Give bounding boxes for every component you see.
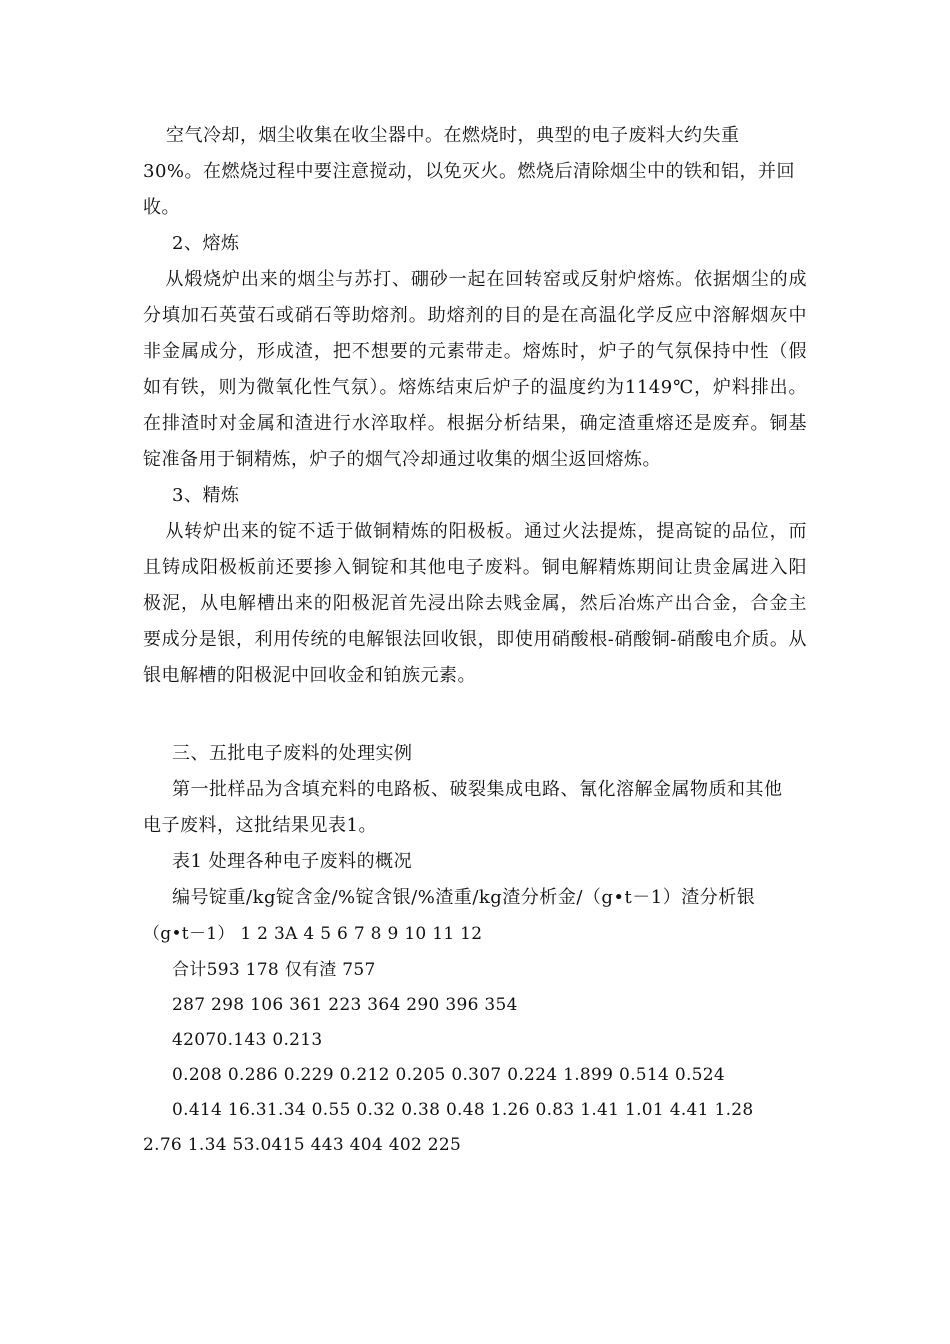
paragraph-smelting-text: 从煅烧炉出来的烟尘与苏打、硼砂一起在回转窑或反射炉熔炼。依据烟尘的成分填加石英萤石或硝石等助熔剂。助熔剂的目的是在高温化学反应中溶解烟灰中非金属成分，形成渣，把不想要的元素带走。熔炼时，炉子的气氛保持中性（假如有铁，则为微氧化性气氛）。熔炼结束后炉子的温度约为1149℃，炉料排出。在排渣时对金属和渣进行水淬取样。根据分析结果，确定渣重熔还是废弃。铜基锭准备用于铜精炼，炉子的烟气冷却通过收集的烟尘返回熔炼。	[143, 269, 807, 470]
table-row: 合计593 178 仅有渣 757	[172, 960, 376, 980]
section-heading-refining: 3、精炼	[172, 485, 240, 506]
paragraph-line: 电子废料，这批结果见表1。	[143, 815, 377, 836]
paragraph-smelting	[143, 262, 807, 478]
table-row: 0.208 0.286 0.229 0.212 0.205 0.307 0.224 1.899 0.514 0.524	[172, 1065, 726, 1085]
table-row: 0.414 16.31.34 0.55 0.32 0.38 0.48 1.26 0.83 1.41 1.01 4.41 1.28	[172, 1100, 754, 1120]
paragraph-line: 30%。在燃烧过程中要注意搅动，以免灭火。燃烧后清除烟尘中的铁和铝，并回	[143, 161, 796, 182]
paragraph-refining	[143, 514, 807, 694]
table-header-row: 编号锭重/kg锭含金/%锭含银/%渣重/kg渣分析金/（g•t－1）渣分析银	[172, 887, 756, 908]
table-caption: 表1 处理各种电子废料的概况	[172, 851, 413, 872]
section-heading-examples: 三、五批电子废料的处理实例	[172, 743, 413, 764]
table-row: 2.76 1.34 53.0415 443 404 402 225	[143, 1135, 462, 1155]
paragraph-line: 空气冷却，烟尘收集在收尘器中。在燃烧时，典型的电子废料大约失重	[166, 125, 740, 146]
paragraph-line: 收。	[143, 197, 180, 218]
table-row: 42070.143 0.213	[172, 1030, 323, 1050]
table-row: （g•t－1） 1 2 3A 4 5 6 7 8 9 10 11 12	[143, 924, 483, 944]
section-heading-smelting: 2、熔炼	[172, 233, 240, 254]
table-row: 287 298 106 361 223 364 290 396 354	[172, 995, 518, 1015]
paragraph-refining-text: 从转炉出来的锭不适于做铜精炼的阳极板。通过火法提炼，提高锭的品位，而且铸成阳极板前还要掺入铜锭和其他电子废料。铜电解精炼期间让贵金属进入阳极泥，从电解槽出来的阳极泥首先浸出除去贱金属，然后冶炼产出合金，合金主要成分是银，利用传统的电解银法回收银，即使用硝酸根-硝酸铜-硝酸电介质。从银电解槽的阳极泥中回收金和铂族元素。	[143, 521, 807, 686]
paragraph-line: 第一批样品为含填充料的电路板、破裂集成电路、氰化溶解金属物质和其他	[172, 779, 783, 800]
